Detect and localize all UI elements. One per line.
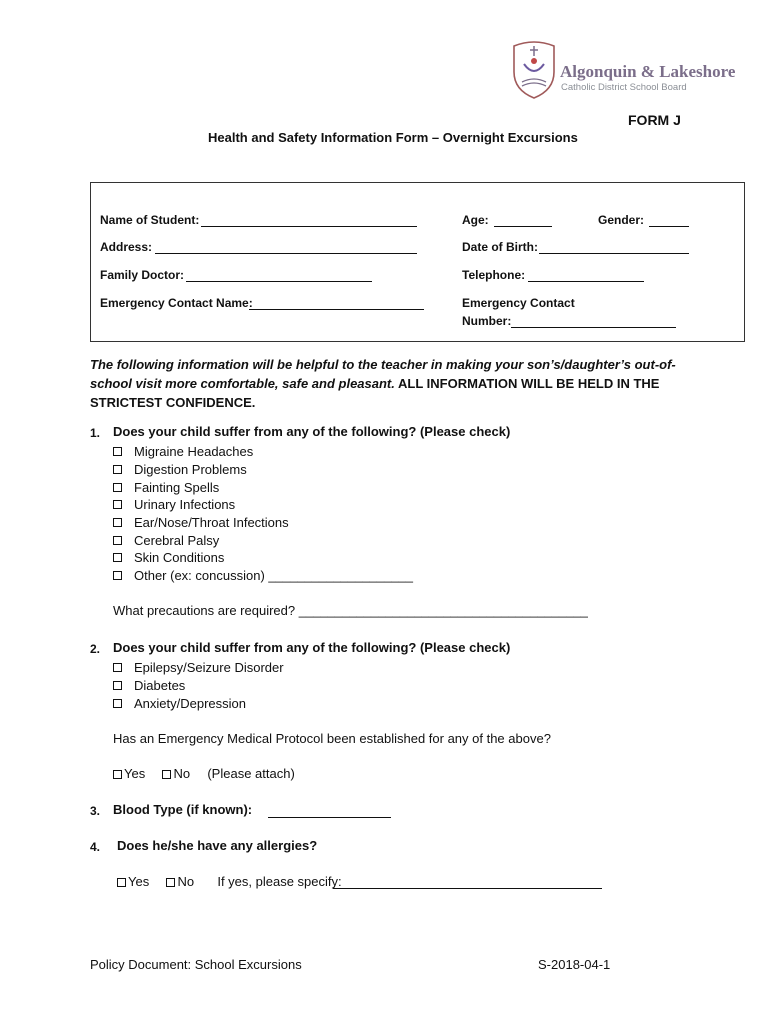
no-label: No [177, 874, 195, 889]
q1-option[interactable]: Other (ex: concussion) ____________________ [113, 566, 413, 584]
checkbox[interactable] [113, 681, 122, 690]
yes-label: Yes [124, 766, 146, 781]
telephone-label: Telephone: [462, 268, 526, 282]
checkbox[interactable] [113, 536, 122, 545]
intro-bold: ALL INFORMATION WILL BE HELD IN THE STRICTEST CONFIDENCE. [90, 376, 660, 410]
q1-option[interactable]: Skin Conditions [113, 548, 224, 566]
q1-option[interactable]: Fainting Spells [113, 478, 219, 496]
q1-text: Does your child suffer from any of the following? (Please check) [113, 424, 511, 439]
q2-option[interactable]: Anxiety/Depression [113, 694, 246, 712]
name-field[interactable] [201, 226, 417, 227]
q2-option[interactable]: Diabetes [113, 676, 185, 694]
telephone-field[interactable] [528, 281, 644, 282]
dob-label: Date of Birth: [462, 240, 538, 254]
allergies-field[interactable] [333, 888, 602, 889]
intro-paragraph [90, 355, 690, 412]
age-label: Age: [462, 213, 489, 227]
emergency-number-label-2: Number: [462, 314, 512, 328]
specify-label: If yes, please specify: [217, 874, 342, 889]
yes-checkbox[interactable] [117, 878, 126, 887]
checkbox[interactable] [113, 465, 122, 474]
q2-text: Does your child suffer from any of the following? (Please check) [113, 640, 511, 655]
footer-left: Policy Document: School Excursions [90, 957, 302, 972]
q1-option[interactable]: Digestion Problems [113, 460, 247, 478]
age-field[interactable] [494, 226, 552, 227]
q4-text: Does he/she have any allergies? [117, 838, 318, 853]
q2-protocol-question: Has an Emergency Medical Protocol been established for any of the above? [113, 731, 551, 746]
checkbox[interactable] [113, 553, 122, 562]
checkbox[interactable] [113, 663, 122, 672]
checkbox[interactable] [113, 699, 122, 708]
name-label: Name of Student: [100, 213, 200, 227]
logo-subtitle: Catholic District School Board [561, 82, 687, 93]
yes-label: Yes [128, 874, 150, 889]
address-label: Address: [100, 240, 153, 254]
dob-field[interactable] [539, 253, 689, 254]
checkbox[interactable] [113, 571, 122, 580]
no-label: No [173, 766, 191, 781]
doctor-label: Family Doctor: [100, 268, 185, 282]
emergency-number-field[interactable] [511, 327, 676, 328]
q1-number: 1. [90, 426, 101, 440]
page-title: Health and Safety Information Form – Overnight Excursions [208, 130, 578, 145]
logo-title: Algonquin & Lakeshore [560, 62, 736, 81]
student-info-box [90, 182, 745, 342]
crest-icon [510, 40, 558, 102]
q1-option[interactable]: Cerebral Palsy [113, 531, 219, 549]
q2-number: 2. [90, 642, 101, 656]
q1-precautions[interactable]: What precautions are required? ________________________________________ [113, 603, 588, 618]
doctor-field[interactable] [186, 281, 372, 282]
gender-label: Gender: [598, 213, 645, 227]
form-id: FORM J [628, 112, 681, 128]
q3-number: 3. [90, 804, 101, 818]
emergency-name-label: Emergency Contact Name: [100, 296, 253, 310]
checkbox[interactable] [113, 447, 122, 456]
gender-field[interactable] [649, 226, 689, 227]
checkbox[interactable] [113, 500, 122, 509]
emergency-name-field[interactable] [249, 309, 424, 310]
q1-option[interactable]: Migraine Headaches [113, 442, 253, 460]
no-checkbox[interactable] [166, 878, 175, 887]
q4-answer [117, 874, 342, 889]
blood-type-field[interactable] [268, 817, 391, 818]
intro-italic: The following information will be helpful to the teacher in making your son’s/daughter’s out-of-school visit more comfortable, safe and pleasant. [90, 357, 676, 391]
q2-protocol-answer [113, 766, 295, 781]
q2-option[interactable]: Epilepsy/Seizure Disorder [113, 658, 284, 676]
emergency-number-label-1: Emergency Contact [462, 296, 575, 310]
no-checkbox[interactable] [162, 770, 171, 779]
yes-checkbox[interactable] [113, 770, 122, 779]
checkbox[interactable] [113, 483, 122, 492]
q1-option[interactable]: Ear/Nose/Throat Infections [113, 513, 289, 531]
q1-option[interactable]: Urinary Infections [113, 495, 235, 513]
footer-right: S-2018-04-1 [538, 957, 611, 972]
address-field[interactable] [155, 253, 417, 254]
checkbox[interactable] [113, 518, 122, 527]
attach-note: (Please attach) [207, 766, 295, 781]
q4-number: 4. [90, 840, 101, 854]
q3-text: Blood Type (if known): [113, 802, 253, 817]
